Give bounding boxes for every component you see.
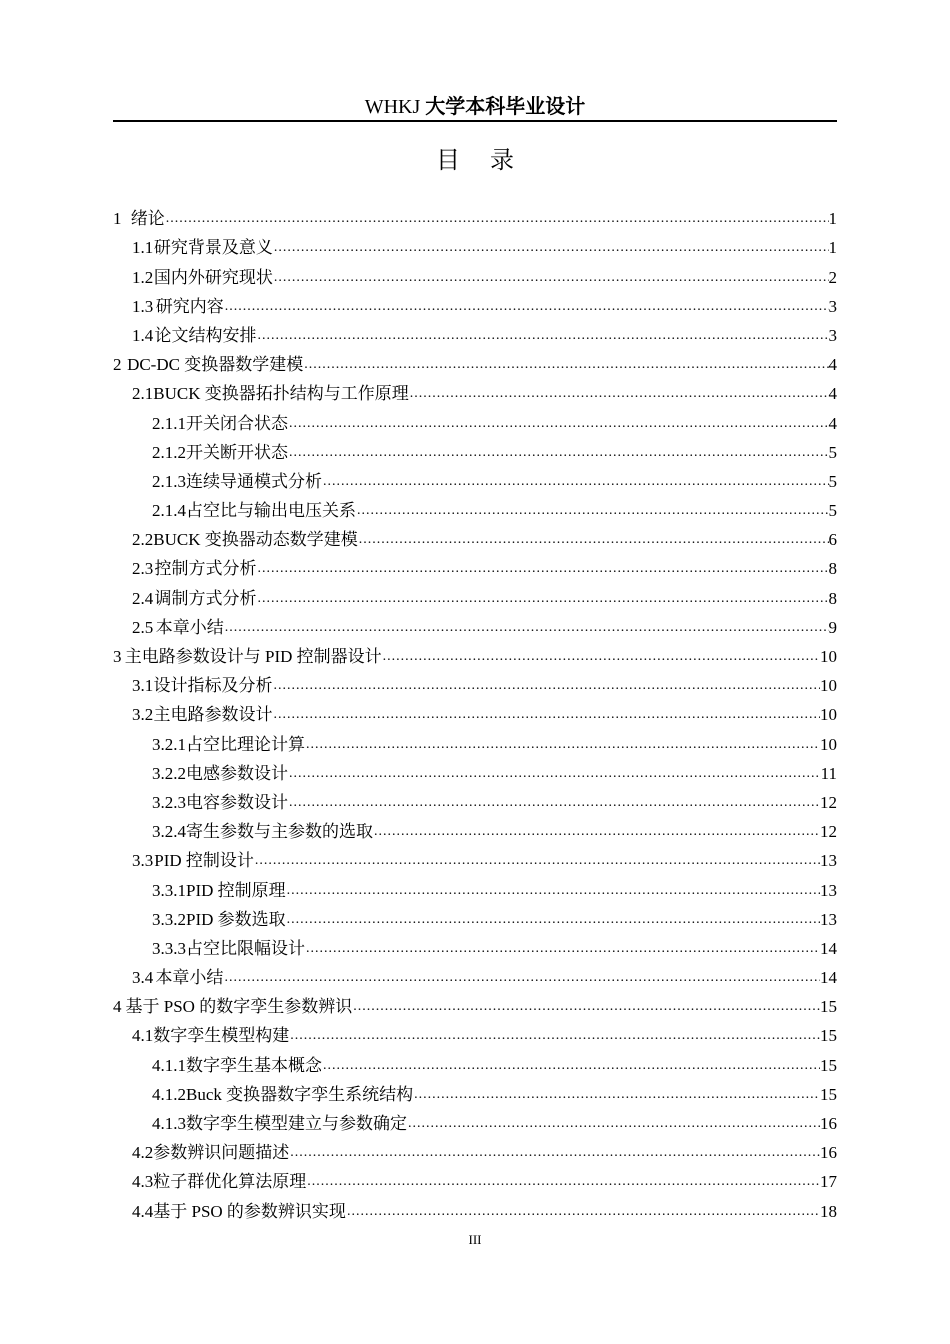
toc-entry[interactable]: [113, 525, 837, 554]
toc-title: 目录: [436, 146, 544, 174]
toc-entry-title: 寄生参数与主参数的选取: [186, 822, 373, 842]
toc-entry-page: 14: [820, 968, 837, 988]
toc-entry-page: 15: [820, 1084, 837, 1104]
toc-entry-page: 10: [820, 647, 837, 666]
toc-entry[interactable]: [113, 817, 837, 846]
toc-entry-title: 数字孪生模型建立与参数确定: [186, 1114, 407, 1133]
toc-entry-page: 16: [820, 1143, 837, 1163]
toc-entry-page: 4: [828, 413, 837, 433]
toc-dot-leader: [288, 409, 829, 438]
toc-entry-number: 4.4: [132, 1201, 154, 1221]
toc-entry-number: 3.4: [132, 968, 154, 988]
toc-dot-leader: [306, 1167, 820, 1196]
toc-dot-leader: [256, 554, 828, 583]
toc-entry[interactable]: [113, 671, 837, 700]
toc-dot-leader: [409, 379, 829, 408]
toc-entry-page: 5: [828, 501, 837, 521]
toc-entry[interactable]: [113, 700, 837, 729]
toc-entry[interactable]: [113, 554, 837, 583]
toc-dot-leader: [165, 204, 829, 233]
toc-entry-page: 8: [828, 559, 837, 579]
toc-entry-number: 1.3: [132, 296, 154, 316]
toc-entry-title: 开关闭合状态: [186, 413, 288, 433]
toc-entry-number: 3.1: [132, 676, 154, 696]
toc-entry-title: 研究内容: [155, 296, 224, 316]
toc-entry-number: 3.2: [132, 705, 154, 725]
toc-entry[interactable]: [113, 642, 837, 671]
toc-entry-number: 4: [113, 997, 122, 1017]
toc-entry[interactable]: [113, 1109, 837, 1138]
toc-entry-page: 15: [820, 1055, 837, 1075]
toc-entry[interactable]: [113, 233, 837, 262]
toc-entry-number: 2: [113, 355, 122, 375]
toc-entry-title: 电容参数设计: [186, 792, 288, 812]
toc-entry-title: BUCK 变换器动态数学建模: [153, 530, 358, 550]
toc-entry-number: 4.1: [132, 1026, 154, 1046]
page-header: [113, 92, 837, 122]
toc-entry-page: 6: [828, 530, 837, 550]
toc-entry-number: 4.1.1: [152, 1055, 186, 1075]
toc-entry-title: 设计指标及分析: [153, 676, 273, 696]
toc-dot-leader: [273, 233, 829, 262]
toc-dot-leader: [224, 292, 829, 321]
toc-entry[interactable]: [113, 1167, 837, 1196]
toc-entry-title: 占空比限幅设计: [186, 938, 305, 958]
toc-entry-title: 数字孪生模型构建: [153, 1026, 290, 1046]
toc-dot-leader: [286, 905, 820, 934]
toc-entry-page: 16: [820, 1114, 837, 1133]
toc-entry-title: 调制方式分析: [154, 588, 257, 608]
toc-entry[interactable]: [113, 788, 837, 817]
toc-entry[interactable]: [113, 846, 837, 875]
toc-entry-page: 4: [828, 384, 837, 404]
toc-dot-leader: [382, 642, 820, 671]
toc-dot-leader: [288, 759, 821, 788]
toc-entry-page: 3: [828, 325, 837, 345]
toc-entry-number: 2.1.4: [152, 501, 186, 521]
header-school-code: WHKJ: [364, 96, 421, 118]
toc-entry-title: PID 控制设计: [154, 851, 254, 871]
toc-entry-number: 2.5: [132, 617, 154, 637]
toc-entry-title: 粒子群优化算法原理: [153, 1172, 307, 1192]
toc-entry-page: 12: [820, 792, 837, 812]
toc-dot-leader: [322, 1051, 820, 1080]
toc-entry-page: 17: [820, 1172, 837, 1192]
toc-entry-title: 数字孪生基本概念: [186, 1055, 322, 1075]
toc-dot-leader: [305, 730, 820, 759]
toc-entry-page: 10: [820, 734, 837, 754]
toc-entry-page: 14: [820, 938, 837, 958]
toc-entry-page: 15: [820, 997, 837, 1017]
page-number: III: [468, 1232, 482, 1247]
toc-entry-title: 主电路参数设计与 PID 控制器设计: [124, 647, 382, 666]
toc-entry-title: PID 参数选取: [186, 909, 286, 929]
toc-dot-leader: [288, 438, 829, 467]
toc-dot-leader: [286, 876, 820, 905]
toc-entry[interactable]: [113, 408, 837, 437]
toc-dot-leader: [407, 1109, 820, 1138]
header-title: 大学本科毕业设计: [425, 94, 586, 118]
toc-entry-page: 15: [820, 1026, 837, 1046]
toc-entry[interactable]: [113, 729, 837, 758]
toc-entry[interactable]: [113, 613, 837, 642]
toc-dot-leader: [356, 496, 829, 525]
toc-entry[interactable]: [113, 1080, 837, 1109]
toc-entry-number: 3.2.3: [152, 792, 186, 812]
toc-dot-leader: [256, 321, 828, 350]
toc-entry-title: PID 控制原理: [186, 880, 286, 900]
toc-dot-leader: [224, 613, 829, 642]
toc-entry-title: BUCK 变换器拓扑结构与工作原理: [153, 384, 409, 404]
toc-entry-page: 5: [828, 471, 837, 491]
toc-dot-leader: [273, 671, 821, 700]
toc-entry-title: 绪论: [130, 209, 165, 229]
toc-dot-leader: [288, 788, 820, 817]
toc-dot-leader: [256, 584, 828, 613]
toc-entry-number: 1.1: [132, 238, 154, 258]
toc-dot-leader: [358, 525, 829, 554]
toc-entry-page: 10: [820, 676, 837, 696]
toc-entry-title: DC-DC 变换器数学建模: [127, 355, 304, 375]
toc-dot-leader: [413, 1080, 820, 1109]
toc-entry[interactable]: [113, 759, 837, 788]
toc-entry[interactable]: [113, 1138, 837, 1167]
toc-entry-number: 3.3: [132, 851, 154, 871]
toc-entry[interactable]: [113, 262, 837, 291]
toc-entry-number: 3.2.2: [152, 763, 186, 783]
toc-entry[interactable]: [113, 583, 837, 612]
toc-entry-page: 5: [828, 442, 837, 462]
toc-entry-title: 占空比理论计算: [186, 734, 305, 754]
toc-entry[interactable]: [113, 438, 837, 467]
toc-entry[interactable]: [113, 905, 837, 934]
toc-dot-leader: [289, 1021, 820, 1050]
toc-entry-title: 电感参数设计: [186, 763, 288, 783]
toc-entry[interactable]: [113, 934, 837, 963]
toc-dot-leader: [373, 817, 820, 846]
toc-entry-title: 连续导通模式分析: [186, 471, 322, 491]
toc-dot-leader: [352, 992, 820, 1021]
toc-entry[interactable]: [113, 321, 837, 350]
toc-entry-page: 1: [828, 209, 837, 229]
toc-entry-number: 2.2: [132, 530, 154, 550]
toc-entry[interactable]: [113, 292, 837, 321]
toc-dot-leader: [254, 846, 820, 875]
toc-dot-leader: [305, 934, 820, 963]
toc-entry-number: 3: [113, 647, 122, 666]
toc-entry-number: 4.3: [132, 1172, 154, 1192]
toc-entry-title: 参数辨识问题描述: [153, 1143, 290, 1163]
toc-entry-page: 18: [820, 1201, 837, 1221]
toc-entry-number: 3.3.2: [152, 909, 186, 929]
toc-entry-page: 2: [828, 267, 837, 287]
toc-dot-leader: [322, 467, 829, 496]
toc-entry-number: 2.1: [132, 384, 154, 404]
toc-entry-number: 2.4: [132, 588, 154, 608]
toc-entry-number: 2.1.1: [152, 413, 186, 433]
toc-entry-title: 控制方式分析: [154, 559, 257, 579]
toc-entry-number: 3.3.1: [152, 880, 186, 900]
toc-entry-number: 1: [113, 209, 122, 229]
toc-entry-number: 3.3.3: [152, 938, 186, 958]
toc-entry-number: 1.2: [132, 267, 154, 287]
toc-entry-number: 3.2.4: [152, 822, 186, 842]
toc-entry-title: 国内外研究现状: [153, 267, 273, 287]
toc-entry-title: 占空比与输出电压关系: [186, 501, 356, 521]
toc-dot-leader: [273, 700, 821, 729]
toc-entry-page: 12: [820, 822, 837, 842]
toc-entry[interactable]: [113, 204, 837, 233]
toc-entry-number: 4.1.2: [152, 1084, 186, 1104]
toc-entry-page: 4: [828, 355, 837, 375]
toc-entry-page: 13: [820, 880, 837, 900]
toc-entry-page: 13: [820, 909, 837, 929]
table-of-contents: [113, 204, 837, 1226]
toc-entry-number: 2.3: [132, 559, 154, 579]
toc-entry-title: 研究背景及意义: [153, 238, 273, 258]
toc-dot-leader: [303, 350, 828, 379]
toc-entry-page: 3: [828, 296, 837, 316]
toc-entry-title: 论文结构安排: [154, 325, 257, 345]
toc-entry-page: 9: [828, 617, 837, 637]
toc-entry-number: 1.4: [132, 325, 154, 345]
toc-entry-page: 11: [820, 763, 837, 783]
toc-entry[interactable]: [113, 379, 837, 408]
toc-entry-page: 10: [820, 705, 837, 725]
toc-entry-title: 主电路参数设计: [153, 705, 273, 725]
toc-entry[interactable]: [113, 1021, 837, 1050]
toc-dot-leader: [223, 963, 820, 992]
toc-entry-title: 开关断开状态: [186, 442, 288, 462]
toc-entry[interactable]: [113, 963, 837, 992]
toc-entry-number: 4.1.3: [152, 1114, 186, 1133]
toc-dot-leader: [273, 263, 829, 292]
toc-entry-page: 13: [820, 851, 837, 871]
toc-dot-leader: [346, 1197, 820, 1226]
toc-entry-title: 基于 PSO 的参数辨识实现: [153, 1201, 346, 1221]
toc-entry-title: Buck 变换器数字孪生系统结构: [186, 1084, 414, 1104]
toc-entry-number: 4.2: [132, 1143, 154, 1163]
toc-entry-number: 3.2.1: [152, 734, 186, 754]
toc-entry[interactable]: [113, 350, 837, 379]
toc-entry[interactable]: [113, 467, 837, 496]
toc-dot-leader: [289, 1138, 820, 1167]
toc-entry-page: 1: [828, 238, 837, 258]
toc-entry-title: 本章小结: [155, 617, 224, 637]
toc-entry[interactable]: [113, 1050, 837, 1079]
toc-entry[interactable]: [113, 1196, 837, 1225]
toc-entry[interactable]: [113, 875, 837, 904]
toc-entry-number: 2.1.2: [152, 442, 186, 462]
toc-entry[interactable]: [113, 496, 837, 525]
toc-entry-page: 8: [828, 588, 837, 608]
toc-entry[interactable]: [113, 992, 837, 1021]
toc-entry-title: 基于 PSO 的数字孪生参数辨识: [125, 997, 353, 1017]
toc-entry-number: 2.1.3: [152, 471, 186, 491]
toc-entry-title: 本章小结: [155, 968, 224, 988]
